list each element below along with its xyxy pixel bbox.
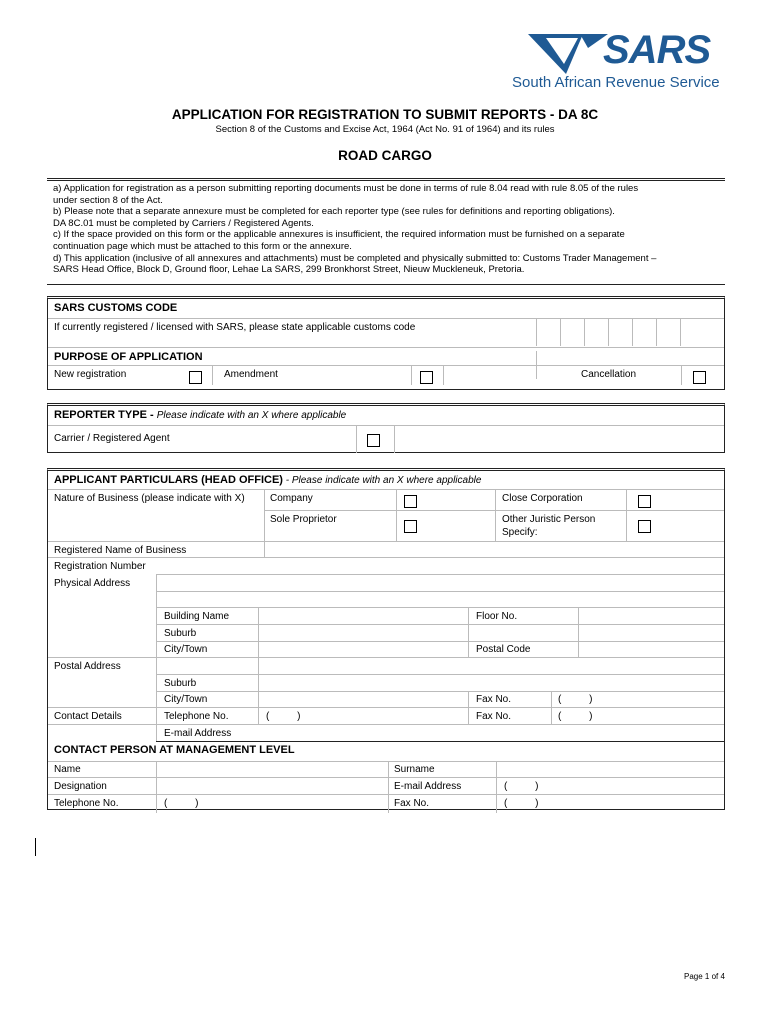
telephone-paren: ( ): [266, 711, 301, 722]
note-line: a) Application for registration as a person submitting reporting documents must be done in terms of rule 8.04 read with rule 8.05 of the rules: [53, 183, 639, 194]
specify-label: Specify:: [502, 527, 538, 538]
suburb-label: Suburb: [164, 628, 197, 639]
cp-fax-label: Fax No.: [394, 798, 430, 809]
section-title: ROAD CARGO: [338, 148, 432, 163]
registered-name-label: Registered Name of Business: [54, 545, 187, 556]
email-address-label: E-mail Address: [164, 728, 232, 739]
contact-person-heading: CONTACT PERSON AT MANAGEMENT LEVEL: [54, 744, 295, 756]
reporter-carrier-label: Carrier / Registered Agent: [54, 433, 170, 444]
close-corporation-label: Close Corporation: [502, 493, 583, 504]
contact-details-label: Contact Details: [54, 711, 122, 722]
nature-of-business-label: Nature of Business (please indicate with X): [54, 493, 245, 504]
close-corporation-checkbox[interactable]: [638, 495, 651, 508]
contact-fax-paren: ( ): [558, 711, 593, 722]
note-line: c) If the space provided on this form or the applicable annexures is insufficient, the required information must be furnished on a separate: [53, 229, 625, 241]
customs-code-input[interactable]: [536, 318, 724, 347]
physical-address-label: Physical Address: [54, 578, 131, 589]
company-checkbox[interactable]: [404, 495, 417, 508]
note-line: b) Please note that a separate annexure must be completed for each reporter type (see rules for definitions and reporting obligations).: [53, 206, 615, 218]
cp-telephone-label: Telephone No.: [54, 798, 119, 809]
purpose-new-checkbox[interactable]: [189, 371, 202, 384]
sole-proprietor-label: Sole Proprietor: [270, 514, 337, 525]
reporter-heading: REPORTER TYPE - Please indicate with an X where applicable: [54, 409, 347, 421]
purpose-cancellation-label: Cancellation: [581, 369, 637, 380]
purpose-amendment-label: Amendment: [224, 369, 278, 380]
purpose-amendment-checkbox[interactable]: [420, 371, 433, 384]
purpose-heading: PURPOSE OF APPLICATION: [54, 351, 203, 363]
telephone-no-label: Telephone No.: [164, 711, 229, 722]
postal-suburb-label: Suburb: [164, 678, 197, 689]
cp-email-label: E-mail Address: [394, 781, 462, 792]
fax-no-paren: ( ): [558, 694, 593, 705]
note-line: under section 8 of the Act.: [53, 194, 163, 206]
other-juristic-checkbox[interactable]: [638, 520, 651, 533]
cp-designation-label: Designation: [54, 781, 107, 792]
company-label: Company: [270, 493, 313, 504]
customs-code-prompt: If currently registered / licensed with SARS, please state applicable customs code: [54, 322, 416, 333]
page-subtitle: Section 8 of the Customs and Excise Act, 1964 (Act No. 91 of 1964) and its rules: [215, 124, 555, 135]
sole-proprietor-checkbox[interactable]: [404, 520, 417, 533]
cp-name-label: Name: [54, 764, 81, 775]
applicant-section: [47, 468, 725, 810]
logo-subtitle: South African Revenue Service: [512, 74, 720, 91]
postal-address-label: Postal Address: [54, 661, 121, 672]
contact-fax-label: Fax No.: [476, 711, 512, 722]
note-line: DA 8C.01 must be completed by Carriers / Registered Agents.: [53, 217, 314, 229]
sars-swoosh-icon: [528, 34, 608, 74]
purpose-new-label: New registration: [54, 369, 127, 380]
city-town-label: City/Town: [164, 644, 208, 655]
cp-email-paren: ( ): [504, 781, 539, 792]
text-cursor: [35, 838, 36, 856]
note-line: continuation page which must be attached to this form or the annexure.: [53, 240, 352, 252]
floor-no-label: Floor No.: [476, 611, 518, 622]
logo-wordmark: SARS: [603, 28, 711, 72]
postal-city-label: City/Town: [164, 694, 208, 705]
cp-fax-paren: ( ): [504, 798, 539, 809]
purpose-cancellation-checkbox[interactable]: [693, 371, 706, 384]
reporter-carrier-checkbox[interactable]: [367, 434, 380, 447]
page-number: Page 1 of 4: [684, 972, 725, 981]
note-line: SARS Head Office, Block D, Ground floor, Lehae La SARS, 299 Bronkhorst Street, Nieuw Muckleneuk, Pretoria.: [53, 264, 525, 276]
building-name-label: Building Name: [164, 611, 230, 622]
other-juristic-label: Other Juristic Person: [502, 514, 596, 525]
note-line: d) This application (inclusive of all annexures and attachments) must be completed and physically submitted to: Customs Trader Management –: [53, 252, 657, 264]
cp-telephone-paren: ( ): [164, 798, 199, 809]
applicant-heading: APPLICANT PARTICULARS (HEAD OFFICE) - Please indicate with an X where applicable: [54, 474, 482, 486]
cp-surname-label: Surname: [394, 764, 435, 775]
fax-no-label: Fax No.: [476, 694, 512, 705]
customs-code-heading: SARS CUSTOMS CODE: [54, 302, 178, 314]
customs-code-section: [47, 296, 725, 390]
postal-code-label: Postal Code: [476, 644, 531, 655]
reporter-type-section: [47, 403, 725, 453]
page-title: APPLICATION FOR REGISTRATION TO SUBMIT REPORTS - DA 8C: [171, 107, 599, 122]
registration-number-label: Registration Number: [54, 561, 146, 572]
instructions-box: [47, 178, 725, 285]
